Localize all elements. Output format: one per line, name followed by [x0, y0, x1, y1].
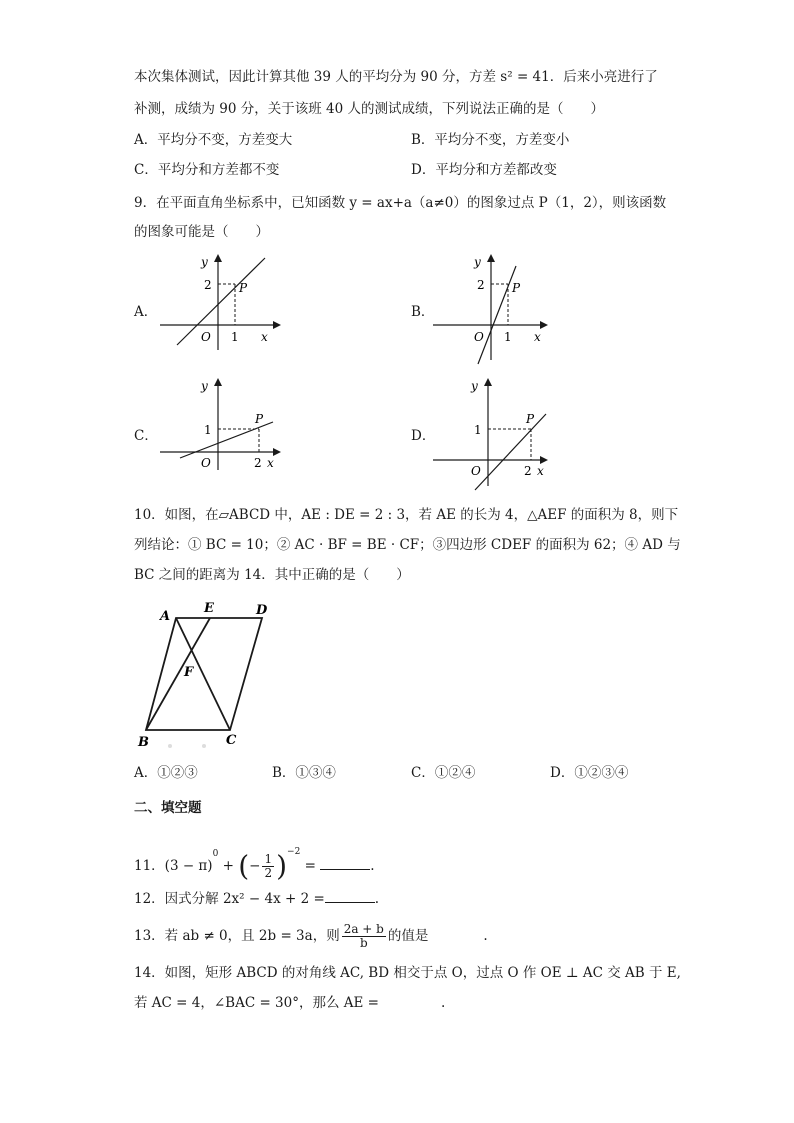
q13-suffix: 的值是 [387, 928, 429, 944]
q12-expression [134, 890, 379, 908]
q9-line1: 9．在平面直角坐标系中，已知函数 y = ax+a（a≠0）的图象过点 P（1，2），则该函数 [134, 195, 667, 211]
y-axis-arrow [214, 254, 222, 262]
q10-option-a[interactable]: A．①②③ [134, 765, 198, 781]
q11-suffix: = [300, 858, 316, 874]
q10-line1: 10．如图，在▱ABCD 中，AE : DE = 2 : 3，若 AE 的长为 4，△AEF 的面积为 8，则下 [134, 507, 679, 523]
x-axis-arrow [540, 456, 548, 464]
q11-num: 1 [264, 852, 273, 866]
q14-line1: 14．如图，矩形 ABCD 的对角线 AC, BD 相交于点 O，过点 O 作 OE ⊥ AC 交 AB 于 E, [134, 965, 681, 981]
function-line [177, 258, 265, 345]
tick-2: 2 [254, 456, 262, 470]
q10-line2: 列结论：① BC = 10；② AC · BF = BE · CF；③四边形 CDEF 的面积为 62；④ AD 与 [134, 537, 681, 553]
q9-graph-a [155, 252, 285, 352]
q8-option-d[interactable]: D．平均分和方差都改变 [411, 162, 557, 178]
x-label: x [261, 330, 268, 344]
point-p: P [239, 281, 248, 295]
q9-option-c-label[interactable]: C． [134, 428, 158, 444]
q14-line2-text: 若 AC = 4，∠BAC = 30°，那么 AE = [134, 995, 379, 1011]
q9-graph-c [155, 376, 285, 476]
origin: O [471, 464, 481, 478]
q11-prefix: 11．(3 − π) [134, 858, 213, 874]
y-label: y [201, 255, 208, 269]
q14-end: . [440, 995, 446, 1011]
segment-be [146, 618, 210, 730]
q9-option-b-label[interactable]: B． [411, 304, 435, 320]
x-label: x [267, 456, 274, 470]
point-p: P [255, 412, 264, 426]
q12-end: . [374, 891, 380, 907]
q8-option-a[interactable]: A．平均分不变，方差变大 [134, 132, 293, 148]
label-c: C [226, 733, 237, 748]
scan-dot [202, 744, 206, 748]
q9-graph-d [428, 376, 558, 496]
tick-1: 1 [504, 330, 512, 344]
q9-line2: 的图象可能是（ ） [134, 224, 269, 240]
y-label: y [471, 379, 478, 393]
q8-line2: 补测，成绩为 90 分，关于该班 40 人的测试成绩，下列说法正确的是（ ） [134, 101, 605, 117]
label-b: B [138, 735, 149, 750]
q13-end: . [483, 928, 488, 944]
q13-num: 2a + b [343, 922, 384, 936]
tick-1: 1 [474, 423, 482, 437]
q10-parallelogram-figure [134, 598, 279, 753]
q11-answer-blank[interactable] [320, 857, 370, 870]
q11-minus: − [249, 858, 261, 874]
q10-option-c[interactable]: C．①②④ [411, 765, 476, 781]
q11-end: . [370, 858, 375, 874]
tick-1: 1 [204, 423, 212, 437]
origin: O [474, 330, 484, 344]
section-title-fill-in: 二、填空题 [134, 800, 202, 816]
y-axis-arrow [214, 378, 222, 386]
tick-2: 2 [524, 464, 532, 478]
q12-answer-blank[interactable] [325, 890, 375, 903]
q9-option-a-label[interactable]: A． [134, 304, 158, 320]
q11-plus: + [218, 858, 239, 874]
q10-line3: BC 之间的距离为 14．其中正确的是（ ） [134, 567, 410, 583]
tick-2: 2 [204, 278, 212, 292]
y-axis-arrow [487, 254, 495, 262]
x-label: x [534, 330, 541, 344]
q11-expression: 11．$(3 - \pi)^0$ + (− $\frac{1}{2}$ )$^{-2}$ = . [134, 847, 375, 883]
tick-2: 2 [477, 278, 485, 292]
y-label: y [201, 379, 208, 393]
origin: O [201, 456, 211, 470]
tick-1: 1 [231, 330, 239, 344]
point-p: P [512, 281, 521, 295]
q8-option-c[interactable]: C．平均分和方差都不变 [134, 162, 280, 178]
q13-den: b [359, 936, 368, 950]
y-label: y [474, 255, 481, 269]
q8-line1: 本次集体测试，因此计算其他 39 人的平均分为 90 分，方差 s² = 41．后来小亮进行了 [134, 69, 658, 85]
x-axis-arrow [540, 321, 548, 329]
label-d: D [256, 603, 268, 618]
q13-prefix: 13．若 ab ≠ 0，且 2b = 3a，则 [134, 928, 340, 944]
q11-den: 2 [264, 866, 273, 880]
label-e: E [204, 601, 214, 616]
x-axis-arrow [273, 448, 281, 456]
y-axis-arrow [484, 378, 492, 386]
x-axis-arrow [273, 321, 281, 329]
function-line [475, 414, 546, 490]
q9-option-d-label[interactable]: D． [411, 428, 436, 444]
q8-option-b[interactable]: B．平均分不变，方差变小 [411, 132, 570, 148]
q12-text: 12．因式分解 2x² − 4x + 2 = [134, 891, 325, 907]
parallelogram-abcd [146, 618, 262, 730]
point-p: P [526, 412, 535, 426]
q9-graph-b [428, 252, 558, 367]
q11-exp0: 0 [212, 849, 219, 859]
origin: O [201, 330, 211, 344]
q10-option-b[interactable]: B．①③④ [272, 765, 336, 781]
q11-exp: −2 [287, 847, 301, 857]
scan-dot [168, 744, 172, 748]
label-a: A [160, 609, 171, 624]
x-label: x [537, 464, 544, 478]
label-f: F [184, 665, 194, 680]
q11-fraction [262, 853, 274, 880]
q13-fraction [342, 923, 386, 950]
q13-expression [134, 916, 488, 956]
q10-option-d[interactable]: D．①②③④ [550, 765, 629, 781]
q14-line2 [134, 994, 445, 1012]
